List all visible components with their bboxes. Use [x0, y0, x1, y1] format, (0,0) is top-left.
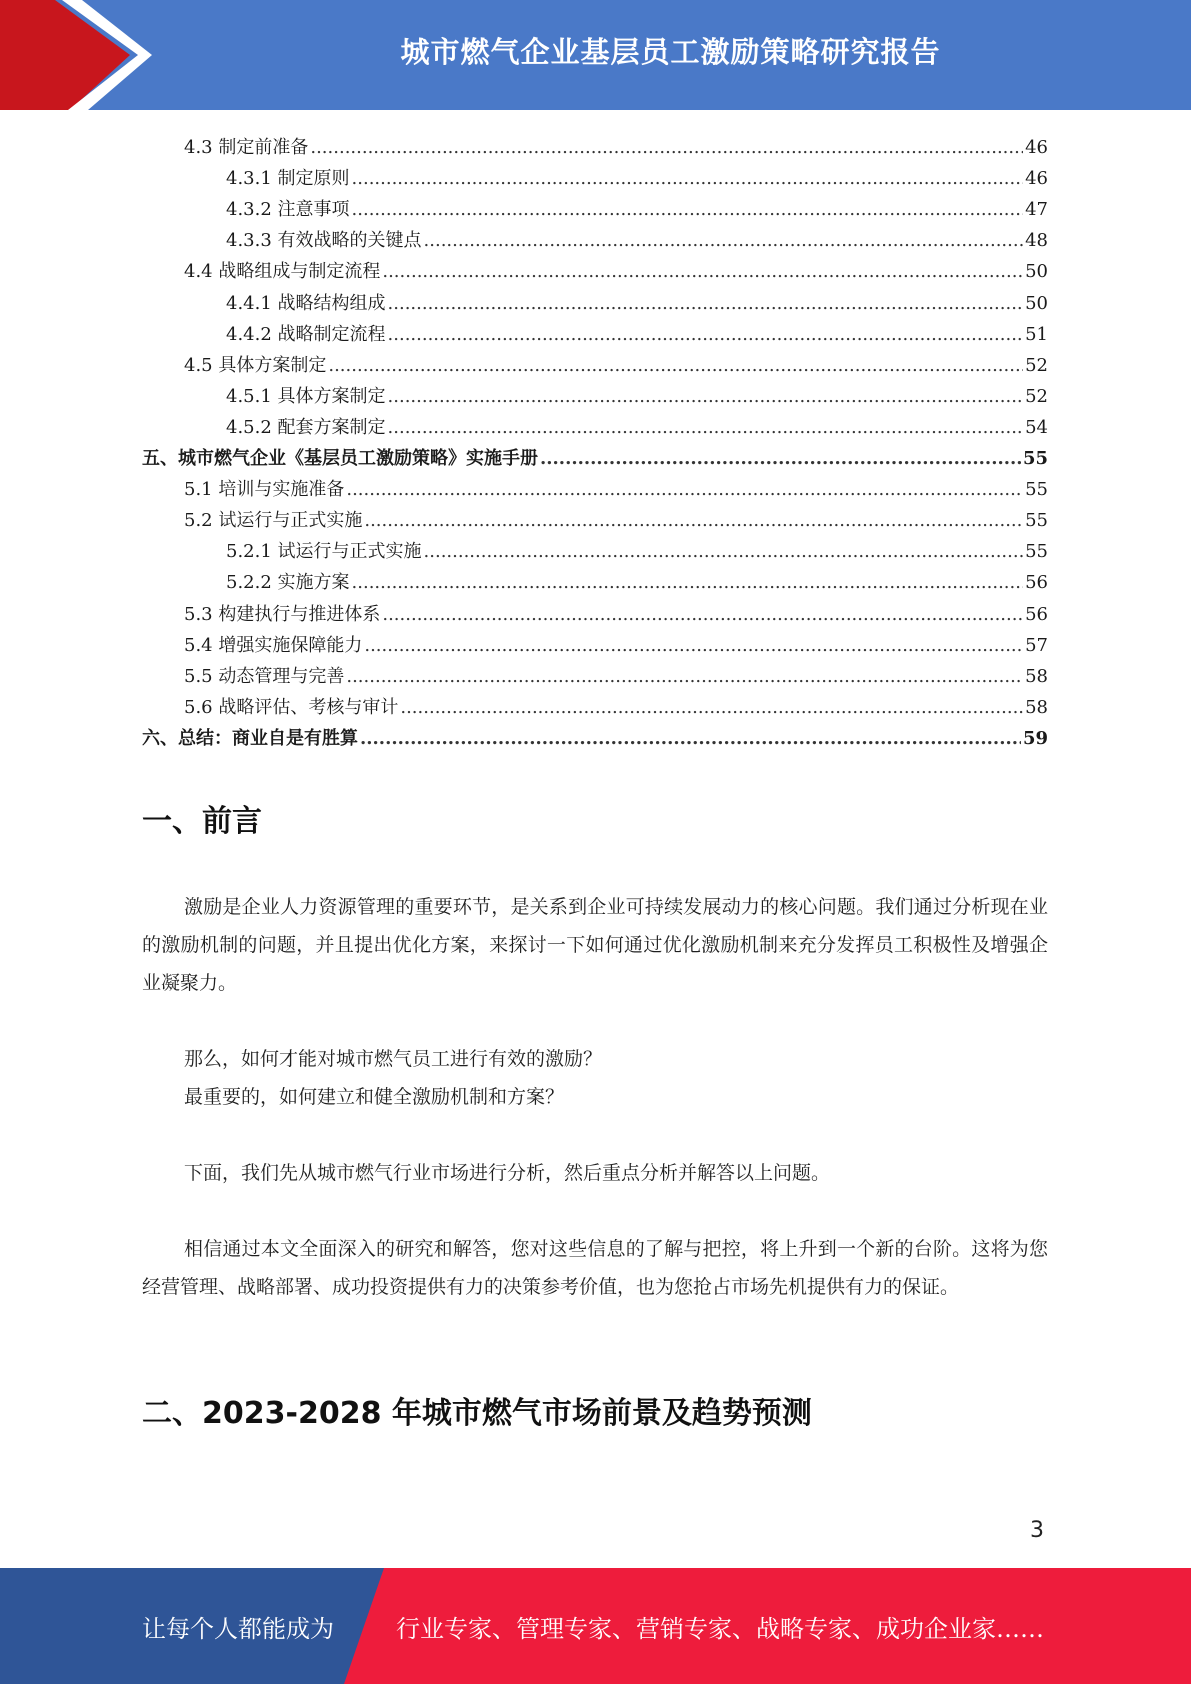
preface-paragraph-3: 相信通过本文全面深入的研究和解答，您对这些信息的了解与把控，将上升到一个新的台阶。这将为您经营管理、战略部署、成功投资提供有力的决策参考价值，也为您抢占市场先机提供有力的保证。 — [142, 1238, 1048, 1298]
toc-entry-page: 47 — [1025, 199, 1048, 221]
toc-entry[interactable] — [142, 470, 1048, 501]
toc-entry-page: 56 — [1025, 603, 1048, 625]
section-heading-preface: 一、前言 — [142, 804, 262, 839]
toc-entry-page: 59 — [1022, 727, 1048, 749]
toc-entry[interactable] — [142, 315, 1048, 346]
page-header — [0, 0, 1191, 110]
toc-leader-dots — [382, 604, 1023, 626]
footer-slogan-left: 让每个人都能成为 — [142, 1614, 334, 1643]
toc-leader-dots — [382, 261, 1023, 283]
toc-leader-dots — [424, 541, 1024, 563]
toc-entry[interactable] — [142, 128, 1048, 159]
toc-leader-dots — [364, 510, 1023, 532]
toc-entry-page: 52 — [1025, 354, 1048, 376]
toc-entry-page: 51 — [1025, 323, 1048, 345]
toc-entry-page: 54 — [1025, 416, 1048, 438]
toc-entry[interactable] — [142, 532, 1048, 563]
toc-entry-page: 50 — [1025, 261, 1048, 283]
toc-leader-dots — [346, 479, 1023, 501]
toc-entry[interactable] — [142, 501, 1048, 532]
toc-entry-page: 55 — [1025, 541, 1048, 563]
toc-entry[interactable] — [142, 377, 1048, 408]
toc-entry[interactable] — [142, 657, 1048, 688]
toc-entry-label: 4.4 战略组成与制定流程 — [184, 261, 381, 283]
toc-entry-page: 55 — [1022, 448, 1048, 470]
toc-entry[interactable] — [142, 408, 1048, 439]
toc-entry-page: 55 — [1025, 479, 1048, 501]
toc-entry[interactable] — [142, 626, 1048, 657]
toc-entry-label: 5.6 战略评估、考核与审计 — [184, 696, 399, 718]
toc-entry-label: 5.2.1 试运行与正式实施 — [226, 541, 422, 563]
table-of-contents — [142, 128, 1048, 750]
toc-entry-label: 5.5 动态管理与完善 — [184, 665, 345, 687]
toc-entry[interactable] — [142, 439, 1048, 470]
toc-entry-page: 46 — [1025, 168, 1048, 190]
toc-entry-label: 5.4 增强实施保障能力 — [184, 634, 363, 656]
toc-entry-label: 五、城市燃气企业《基层员工激励策略》实施手册 — [142, 448, 538, 470]
toc-leader-dots — [388, 417, 1024, 439]
toc-entry-page: 58 — [1025, 696, 1048, 718]
toc-leader-dots — [352, 572, 1024, 594]
toc-leader-dots — [540, 448, 1021, 470]
preface-question-1: 那么，如何才能对城市燃气员工进行有效的激励？ — [184, 1048, 603, 1070]
toc-leader-dots — [346, 666, 1023, 688]
toc-entry[interactable] — [142, 594, 1048, 625]
toc-entry-page: 58 — [1025, 665, 1048, 687]
chevron-arrow-icon — [0, 0, 160, 110]
toc-entry[interactable] — [142, 190, 1048, 221]
toc-leader-dots — [328, 355, 1023, 377]
toc-entry[interactable] — [142, 346, 1048, 377]
toc-entry[interactable] — [142, 159, 1048, 190]
toc-leader-dots — [400, 697, 1023, 719]
toc-entry-label: 4.4.1 战略结构组成 — [226, 292, 386, 314]
toc-entry-page: 55 — [1025, 510, 1048, 532]
toc-entry-label: 5.1 培训与实施准备 — [184, 479, 345, 501]
toc-entry-label: 5.2.2 实施方案 — [226, 572, 350, 594]
toc-entry[interactable] — [142, 252, 1048, 283]
section-heading-market-outlook: 二、2023-2028 年城市燃气市场前景及趋势预测 — [142, 1396, 812, 1431]
footer-slogan-right: 行业专家、管理专家、营销专家、战略专家、成功企业家…… — [396, 1614, 1044, 1643]
toc-leader-dots — [388, 386, 1024, 408]
toc-entry-label: 4.5 具体方案制定 — [184, 354, 327, 376]
toc-leader-dots — [360, 728, 1021, 750]
toc-entry-page: 48 — [1025, 230, 1048, 252]
toc-entry[interactable] — [142, 283, 1048, 314]
toc-entry-label: 5.3 构建执行与推进体系 — [184, 603, 381, 625]
toc-entry-label: 4.5.1 具体方案制定 — [226, 385, 386, 407]
toc-entry-page: 56 — [1025, 572, 1048, 594]
toc-entry-page: 57 — [1025, 634, 1048, 656]
toc-entry-label: 4.3.2 注意事项 — [226, 199, 350, 221]
toc-leader-dots — [364, 635, 1023, 657]
preface-paragraph-1: 激励是企业人力资源管理的重要环节，是关系到企业可持续发展动力的核心问题。我们通过分析现在业的激励机制的问题，并且提出优化方案，来探讨一下如何通过优化激励机制来充分发挥员工积极性及增强企业凝聚力。 — [142, 896, 1048, 994]
preface-paragraph-2: 下面，我们先从城市燃气行业市场进行分析，然后重点分析并解答以上问题。 — [184, 1162, 831, 1184]
toc-leader-dots — [388, 324, 1024, 346]
report-title: 城市燃气企业基层员工激励策略研究报告 — [400, 34, 941, 69]
toc-entry-label: 4.3.3 有效战略的关键点 — [226, 230, 422, 252]
page-number: 3 — [1030, 1518, 1044, 1543]
page-footer — [0, 1568, 1191, 1684]
toc-leader-dots — [388, 293, 1024, 315]
toc-entry-page: 50 — [1025, 292, 1048, 314]
toc-entry-label: 4.5.2 配套方案制定 — [226, 416, 386, 438]
toc-leader-dots — [310, 137, 1023, 159]
toc-entry-page: 52 — [1025, 385, 1048, 407]
toc-entry-label: 4.3 制定前准备 — [184, 137, 309, 159]
toc-entry[interactable] — [142, 688, 1048, 719]
toc-entry-page: 46 — [1025, 137, 1048, 159]
toc-entry-label: 4.4.2 战略制定流程 — [226, 323, 386, 345]
preface-question-2: 最重要的，如何建立和健全激励机制和方案？ — [184, 1086, 565, 1108]
toc-entry[interactable] — [142, 719, 1048, 750]
toc-leader-dots — [424, 230, 1024, 252]
toc-entry[interactable] — [142, 221, 1048, 252]
toc-entry-label: 4.3.1 制定原则 — [226, 168, 350, 190]
toc-leader-dots — [352, 168, 1024, 190]
toc-entry-label: 六、总结：商业自是有胜算 — [142, 727, 358, 749]
toc-leader-dots — [352, 199, 1024, 221]
toc-entry-label: 5.2 试运行与正式实施 — [184, 510, 363, 532]
toc-entry[interactable] — [142, 563, 1048, 594]
